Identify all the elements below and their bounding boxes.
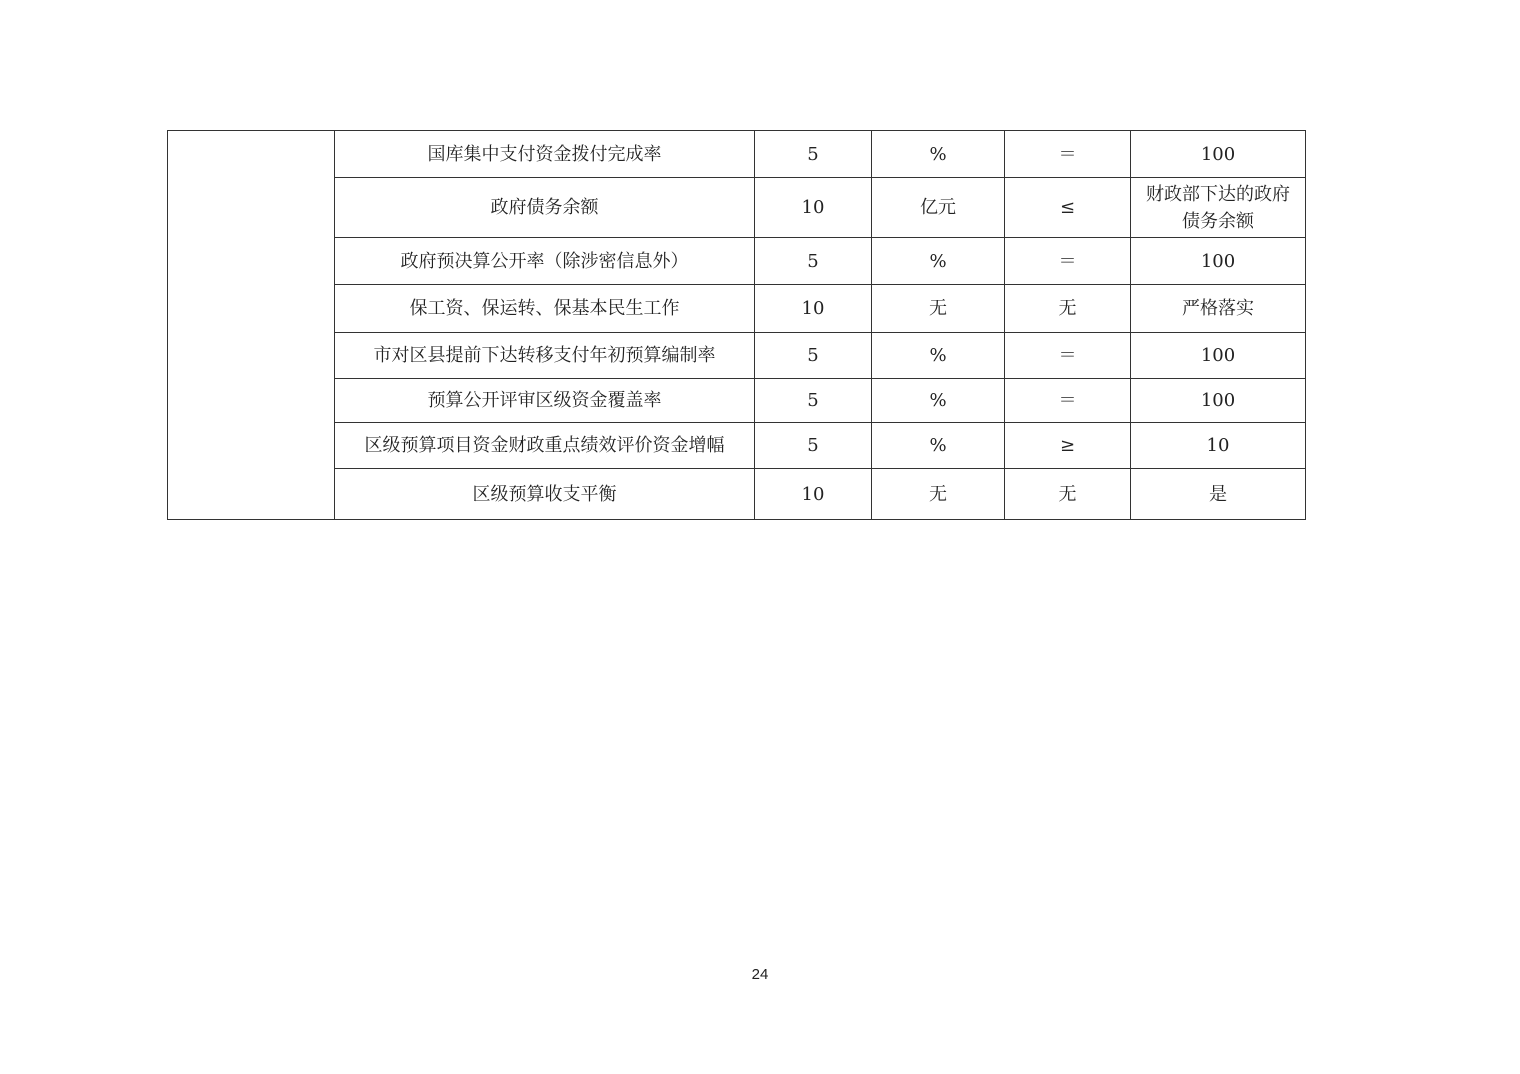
operator-cell: ＝ [1005,131,1131,178]
target-cell: 100 [1131,379,1306,423]
indicator-cell: 国库集中支付资金拨付完成率 [335,131,755,178]
operator-cell: 无 [1005,469,1131,520]
unit-cell: 无 [872,469,1005,520]
target-cell: 是 [1131,469,1306,520]
operator-cell: 无 [1005,285,1131,333]
weight-cell: 5 [755,423,872,469]
operator-cell: ＝ [1005,379,1131,423]
unit-cell: % [872,238,1005,285]
operator-cell: ＝ [1005,238,1131,285]
table-row [168,469,1306,520]
indicator-cell: 市对区县提前下达转移支付年初预算编制率 [335,333,755,379]
merged-category-cell [168,131,335,520]
indicator-cell: 政府债务余额 [335,178,755,238]
target-cell: 10 [1131,423,1306,469]
table-row [168,379,1306,423]
target-cell: 100 [1131,333,1306,379]
table-row [168,333,1306,379]
table-row [168,423,1306,469]
indicator-cell: 预算公开评审区级资金覆盖率 [335,379,755,423]
indicator-cell: 区级预算项目资金财政重点绩效评价资金增幅 [335,423,755,469]
table-row [168,285,1306,333]
target-cell: 100 [1131,131,1306,178]
operator-cell: ≥ [1005,423,1131,469]
operator-cell: ＝ [1005,333,1131,379]
weight-cell: 5 [755,238,872,285]
unit-cell: % [872,423,1005,469]
weight-cell: 5 [755,379,872,423]
target-cell: 财政部下达的政府债务余额 [1131,178,1306,238]
indicator-cell: 保工资、保运转、保基本民生工作 [335,285,755,333]
weight-cell: 10 [755,469,872,520]
weight-cell: 5 [755,131,872,178]
unit-cell: % [872,131,1005,178]
weight-cell: 10 [755,178,872,238]
page-number: 24 [751,966,769,983]
unit-cell: 亿元 [872,178,1005,238]
operator-cell: ≤ [1005,178,1131,238]
table-row [168,178,1306,238]
weight-cell: 10 [755,285,872,333]
weight-cell: 5 [755,333,872,379]
unit-cell: % [872,333,1005,379]
unit-cell: % [872,379,1005,423]
table-row [168,131,1306,178]
indicator-table [167,130,1306,520]
unit-cell: 无 [872,285,1005,333]
target-cell: 严格落实 [1131,285,1306,333]
target-cell: 100 [1131,238,1306,285]
table-row [168,238,1306,285]
indicator-cell: 政府预决算公开率（除涉密信息外） [335,238,755,285]
indicator-cell: 区级预算收支平衡 [335,469,755,520]
